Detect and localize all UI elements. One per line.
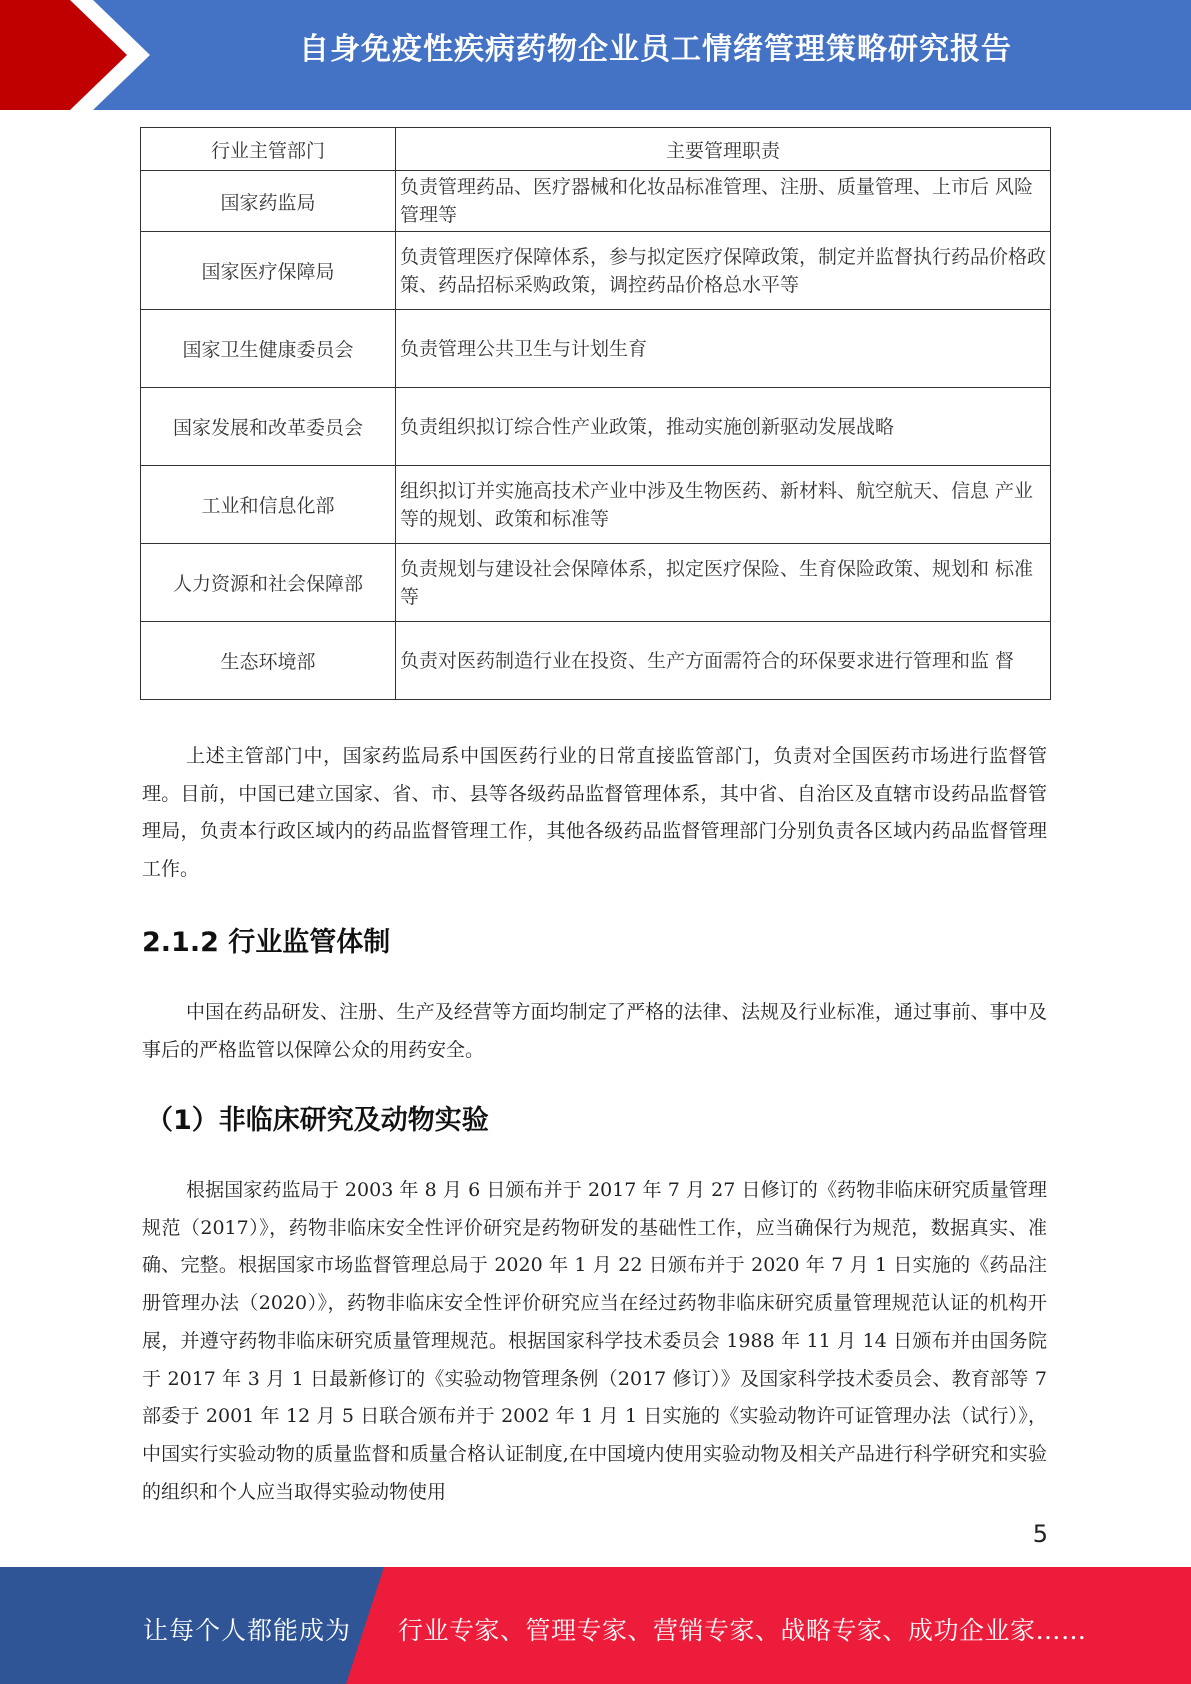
department-cell: 国家发展和改革委员会 xyxy=(141,388,396,466)
duty-cell: 负责管理医疗保障体系，参与拟定医疗保障政策，制定并监督执行药品价格政策、药品招标采购政策，调控药品价格总水平等 xyxy=(396,232,1051,310)
departments-table xyxy=(140,127,1051,700)
chevron-arrow-icon xyxy=(0,0,170,110)
column-header-department: 行业主管部门 xyxy=(141,128,396,171)
subsection-heading: （1）非临床研究及动物实验 xyxy=(146,1105,489,1136)
duty-cell: 负责组织拟订综合性产业政策，推动实施创新驱动发展战略 xyxy=(396,388,1051,466)
table-row xyxy=(141,388,1051,466)
footer-banner xyxy=(0,1567,1191,1684)
table-row xyxy=(141,310,1051,388)
duty-cell: 负责管理药品、医疗器械和化妆品标准管理、注册、质量管理、上市后 风险管理等 xyxy=(396,171,1051,232)
duty-cell: 组织拟订并实施高技术产业中涉及生物医药、新材料、航空航天、信息 产业等的规划、政策和标准等 xyxy=(396,466,1051,544)
duty-cell: 负责规划与建设社会保障体系，拟定医疗保险、生育保险政策、规划和 标准等 xyxy=(396,544,1051,622)
section-heading: 2.1.2 行业监管体制 xyxy=(142,927,391,958)
table-row xyxy=(141,466,1051,544)
department-cell: 人力资源和社会保障部 xyxy=(141,544,396,622)
department-cell: 国家药监局 xyxy=(141,171,396,232)
table-row xyxy=(141,171,1051,232)
footer-slogan-right: 行业专家、管理专家、营销专家、战略专家、成功企业家…… xyxy=(398,1616,1087,1645)
paragraph-regulation-intro: 中国在药品研发、注册、生产及经营等方面均制定了严格的法律、法规及行业标准，通过事前、事中及事后的严格监管以保障公众的用药安全。 xyxy=(142,1001,1047,1061)
department-cell: 国家卫生健康委员会 xyxy=(141,310,396,388)
report-title: 自身免疫性疾病药物企业员工情绪管理策略研究报告 xyxy=(299,32,1012,67)
column-header-duties: 主要管理职责 xyxy=(396,128,1051,171)
header-banner xyxy=(0,0,1191,110)
table-header-row xyxy=(141,128,1051,171)
table-row xyxy=(141,232,1051,310)
duty-cell: 负责管理公共卫生与计划生育 xyxy=(396,310,1051,388)
page-number: 5 xyxy=(1032,1520,1048,1548)
department-cell: 国家医疗保障局 xyxy=(141,232,396,310)
department-cell: 生态环境部 xyxy=(141,622,396,700)
paragraph-nonclinical-research: 根据国家药监局于 2003 年 8 月 6 日颁布并于 2017 年 7 月 27 日修订的《药物非临床研究质量管理规范（2017）》，药物非临床安全性评价研究是药物研发的基础性工作，应当确保行为规范，数据真实、准确、完整。根据国家市场监督管理总局于 2020 年 1 月 22 日颁布并于 2020 年 7 月 1 日实施的《药品注册管理办法（2020）》，药物非临床安全性评价研究应当在经过药物非临床研究质量管理规范认证的机构开展，并遵守药物非临床研究质量管理规范。根据国家科学技术委员会 1988 年 11 月 14 日颁布并由国务院于 2017 年 3 月 1 日最新修订的《实验动物管理条例（2017 修订）》及国家科学技术委员会、教育部等 7 部委于 2001 年 12 月 5 日联合颁布并于 2002 年 1 月 1 日实施的《实验动物许可证管理办法（试行）》，中国实行实验动物的质量监督和质量合格认证制度,在中国境内使用实验动物及相关产品进行科学研究和实验的组织和个人应当取得实验动物使用 xyxy=(142,1179,1047,1503)
table-row xyxy=(141,544,1051,622)
duty-cell: 负责对医药制造行业在投资、生产方面需符合的环保要求进行管理和监 督 xyxy=(396,622,1051,700)
table-row xyxy=(141,622,1051,700)
paragraph-regulator-overview: 上述主管部门中，国家药监局系中国医药行业的日常直接监管部门，负责对全国医药市场进行监督管理。目前，中国已建立国家、省、市、县等各级药品监督管理体系，其中省、自治区及直辖市设药品监督管理局，负责本行政区域内的药品监督管理工作，其他各级药品监督管理部门分别负责各区域内药品监督管理工作。 xyxy=(142,745,1047,881)
department-cell: 工业和信息化部 xyxy=(141,466,396,544)
footer-slogan-left: 让每个人都能成为 xyxy=(143,1616,352,1645)
